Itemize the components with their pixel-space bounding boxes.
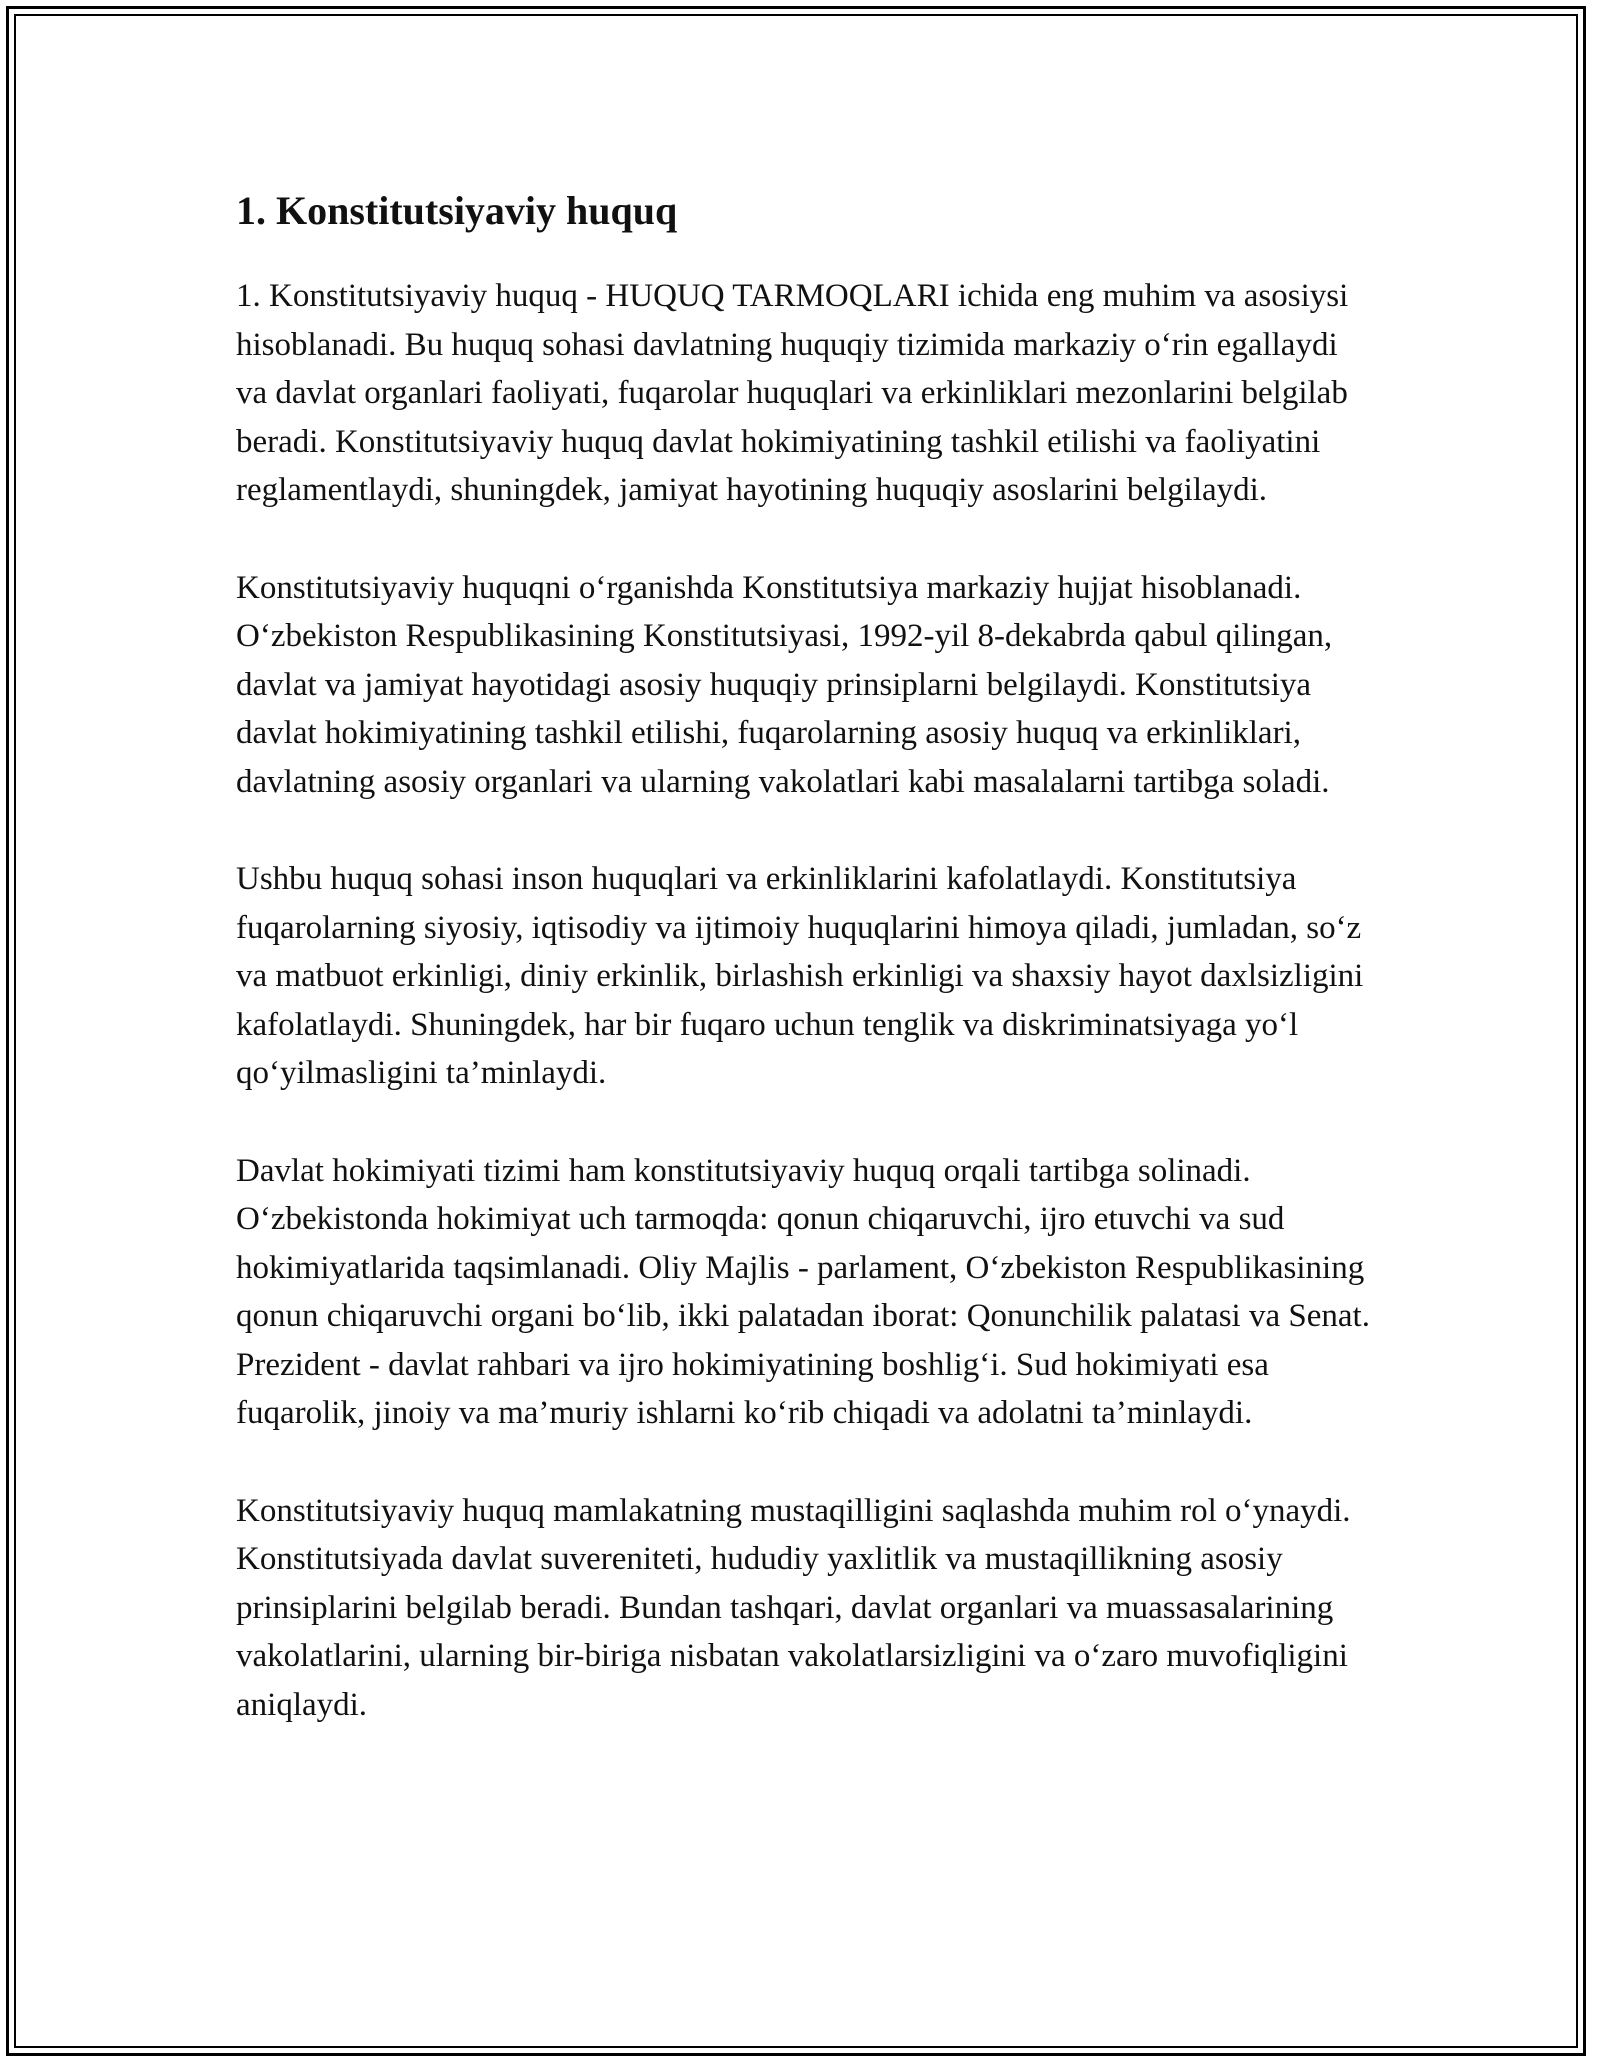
paragraph-2: Konstitutsiyaviy huquqni o‘rganishda Konstitutsiya markaziy hujjat hisoblanadi. O‘zbekiston Respublikasining Konstitutsiyasi, 1992-yil 8-dekabrda qabul qilingan, davlat va jamiyat hayotidagi asosiy huquqiy prinsiplarni belgilaydi. Konstitutsiya davlat hokimiyatining tashkil etilishi, fuqarolarning asosiy huquq va erkinliklari, davlatning asosiy organlari va ularning vakolatlari kabi masalalarni tartibga soladi.	[236, 569, 1333, 800]
paragraph-1: 1. Konstitutsiyaviy huquq - HUQUQ TARMOQLARI ichida eng muhim va asosiysi hisoblanadi. Bu huquq sohasi davlatning huquqiy tizimida markaziy o‘rin egallaydi va davlat organlari faoliyati, fuqarolar huquqlari va erkinliklari mezonlarini belgilab beradi. Konstitutsiyaviy huquq davlat hokimiyatining tashkil etilishi va faoliyatini reglamentlaydi, shuningdek, jamiyat hayotining huquqiy asoslarini belgilaydi.	[236, 278, 1349, 508]
paragraph-5: Konstitutsiyaviy huquq mamlakatning mustaqilligini saqlashda muhim rol o‘ynaydi. Konstitutsiyada davlat suvereniteti, hududiy yaxlitlik va mustaqillikning asosiy prinsiplarini belgilab beradi. Bundan tashqari, davlat organlari va muassasalarining vakolatlarini, ularning bir-biriga nisbatan vakolatlarsizligini va o‘zaro muvofiqligini aniqlaydi.	[236, 1492, 1351, 1723]
paragraph-3: Ushbu huquq sohasi inson huquqlari va erkinliklarini kafolatlaydi. Konstitutsiya fuqarolarning siyosiy, iqtisodiy va ijtimoiy huquqlarini himoya qiladi, jumladan, so‘z va matbuot erkinligi, diniy erkinlik, birlashish erkinligi va shaxsiy hayot daxlsizligini kafolatlaydi. Shuningdek, har bir fuqaro uchun tenglik va diskriminatsiyaga yo‘l qo‘yilmasligini ta’minlaydi.	[236, 861, 1364, 1091]
document-body	[236, 188, 1376, 1778]
paragraph-4: Davlat hokimiyati tizimi ham konstitutsiyaviy huquq orqali tartibga solinadi. O‘zbekistonda hokimiyat uch tarmoqda: qonun chiqaruvchi, ijro etuvchi va sud hokimiyatlarida taqsimlanadi. Oliy Majlis - parlament, O‘zbekiston Respublikasining qonun chiqaruvchi organi bo‘lib, ikki palatadan iborat: Qonunchilik palatasi va Senat. Prezident - davlat rahbari va ijro hokimiyatining boshlig‘i. Sud hokimiyati esa fuqarolik, jinoiy va ma’muriy ishlarni ko‘rib chiqadi va adolatni ta’minlaydi.	[236, 1152, 1370, 1431]
document-heading: 1. Konstitutsiyaviy huquq	[236, 188, 678, 233]
